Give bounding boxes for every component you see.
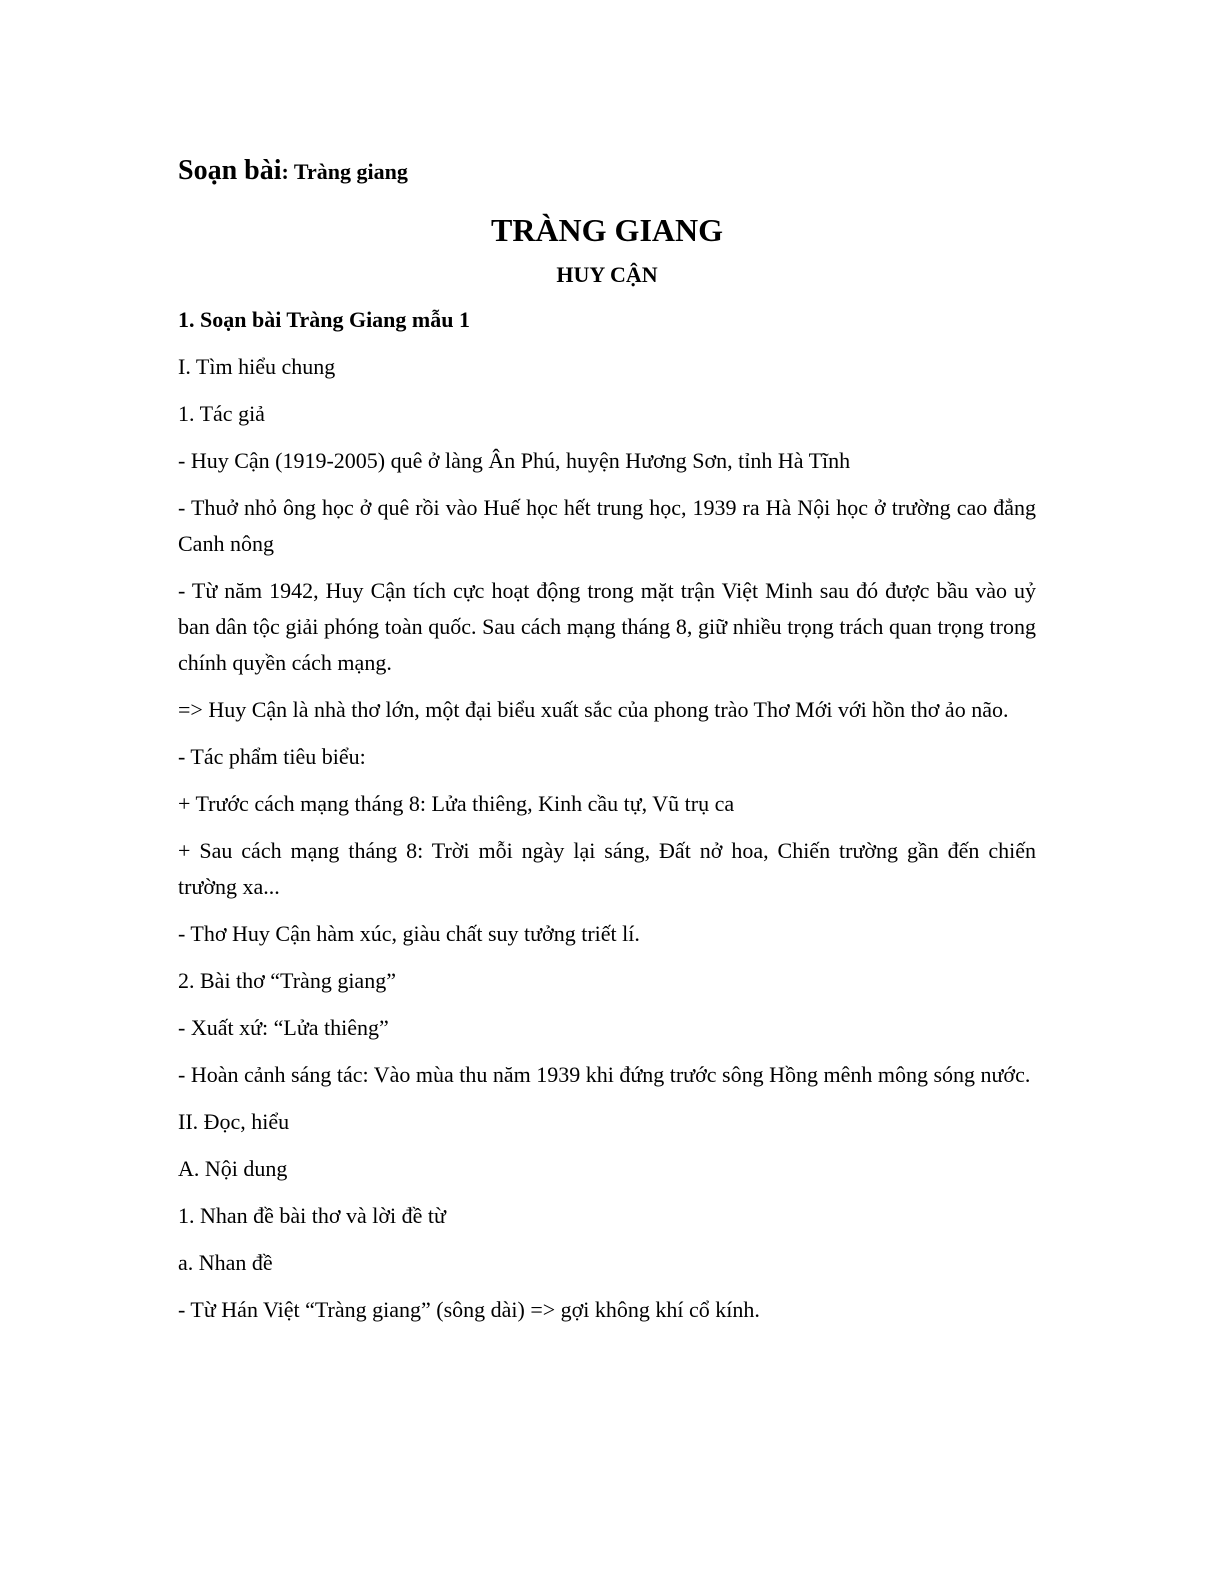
paragraph: - Huy Cận (1919-2005) quê ở làng Ân Phú, huyện Hương Sơn, tỉnh Hà Tĩnh: [178, 448, 851, 473]
paragraph: 2. Bài thơ “Tràng giang”: [178, 968, 396, 993]
paragraph: - Thuở nhỏ ông học ở quê rồi vào Huế học hết trung học, 1939 ra Hà Nội học ở trường cao đẳng Canh nông: [178, 495, 1036, 556]
paragraph: - Hoàn cảnh sáng tác: Vào mùa thu năm 1939 khi đứng trước sông Hồng mênh mông sóng nước.: [178, 1062, 1031, 1087]
poem-author: HUY CẬN: [556, 262, 658, 287]
paragraph: I. Tìm hiểu chung: [178, 354, 336, 379]
section-heading-mau-1: 1. Soạn bài Tràng Giang mẫu 1: [178, 307, 470, 332]
document-body: [178, 302, 1036, 1328]
paragraph: II. Đọc, hiểu: [178, 1109, 290, 1134]
paragraph: a. Nhan đề: [178, 1250, 273, 1275]
document-heading-sub: : Tràng giang: [281, 159, 408, 184]
paragraph: 1. Nhan đề bài thơ và lời đề từ: [178, 1203, 446, 1228]
paragraph: + Sau cách mạng tháng 8: Trời mỗi ngày lại sáng, Đất nở hoa, Chiến trường gần đến chiến trường xa...: [178, 838, 1036, 899]
paragraph: => Huy Cận là nhà thơ lớn, một đại biểu xuất sắc của phong trào Thơ Mới với hồn thơ ảo não.: [178, 697, 1009, 722]
poem-title: TRÀNG GIANG: [490, 212, 723, 248]
paragraph: A. Nội dung: [178, 1156, 288, 1181]
document-heading-main: Soạn bài: [178, 155, 282, 186]
paragraph: - Từ năm 1942, Huy Cận tích cực hoạt động trong mặt trận Việt Minh sau đó được bầu vào uỷ ban dân tộc giải phóng toàn quốc. Sau cách mạng tháng 8, giữ nhiều trọng trách quan trọng trong chính quyền cách mạng.: [178, 578, 1036, 675]
paragraph: 1. Tác giả: [178, 401, 265, 426]
paragraph: - Tác phẩm tiêu biểu:: [178, 744, 366, 769]
paragraph: - Từ Hán Việt “Tràng giang” (sông dài) => gợi không khí cổ kính.: [178, 1297, 760, 1322]
document-heading: [178, 150, 1036, 196]
paragraph: - Thơ Huy Cận hàm xúc, giàu chất suy tưởng triết lí.: [178, 921, 640, 946]
paragraph: - Xuất xứ: “Lửa thiêng”: [178, 1015, 389, 1040]
paragraph: + Trước cách mạng tháng 8: Lửa thiêng, Kinh cầu tự, Vũ trụ ca: [178, 791, 735, 816]
document-page: [178, 150, 1036, 1339]
